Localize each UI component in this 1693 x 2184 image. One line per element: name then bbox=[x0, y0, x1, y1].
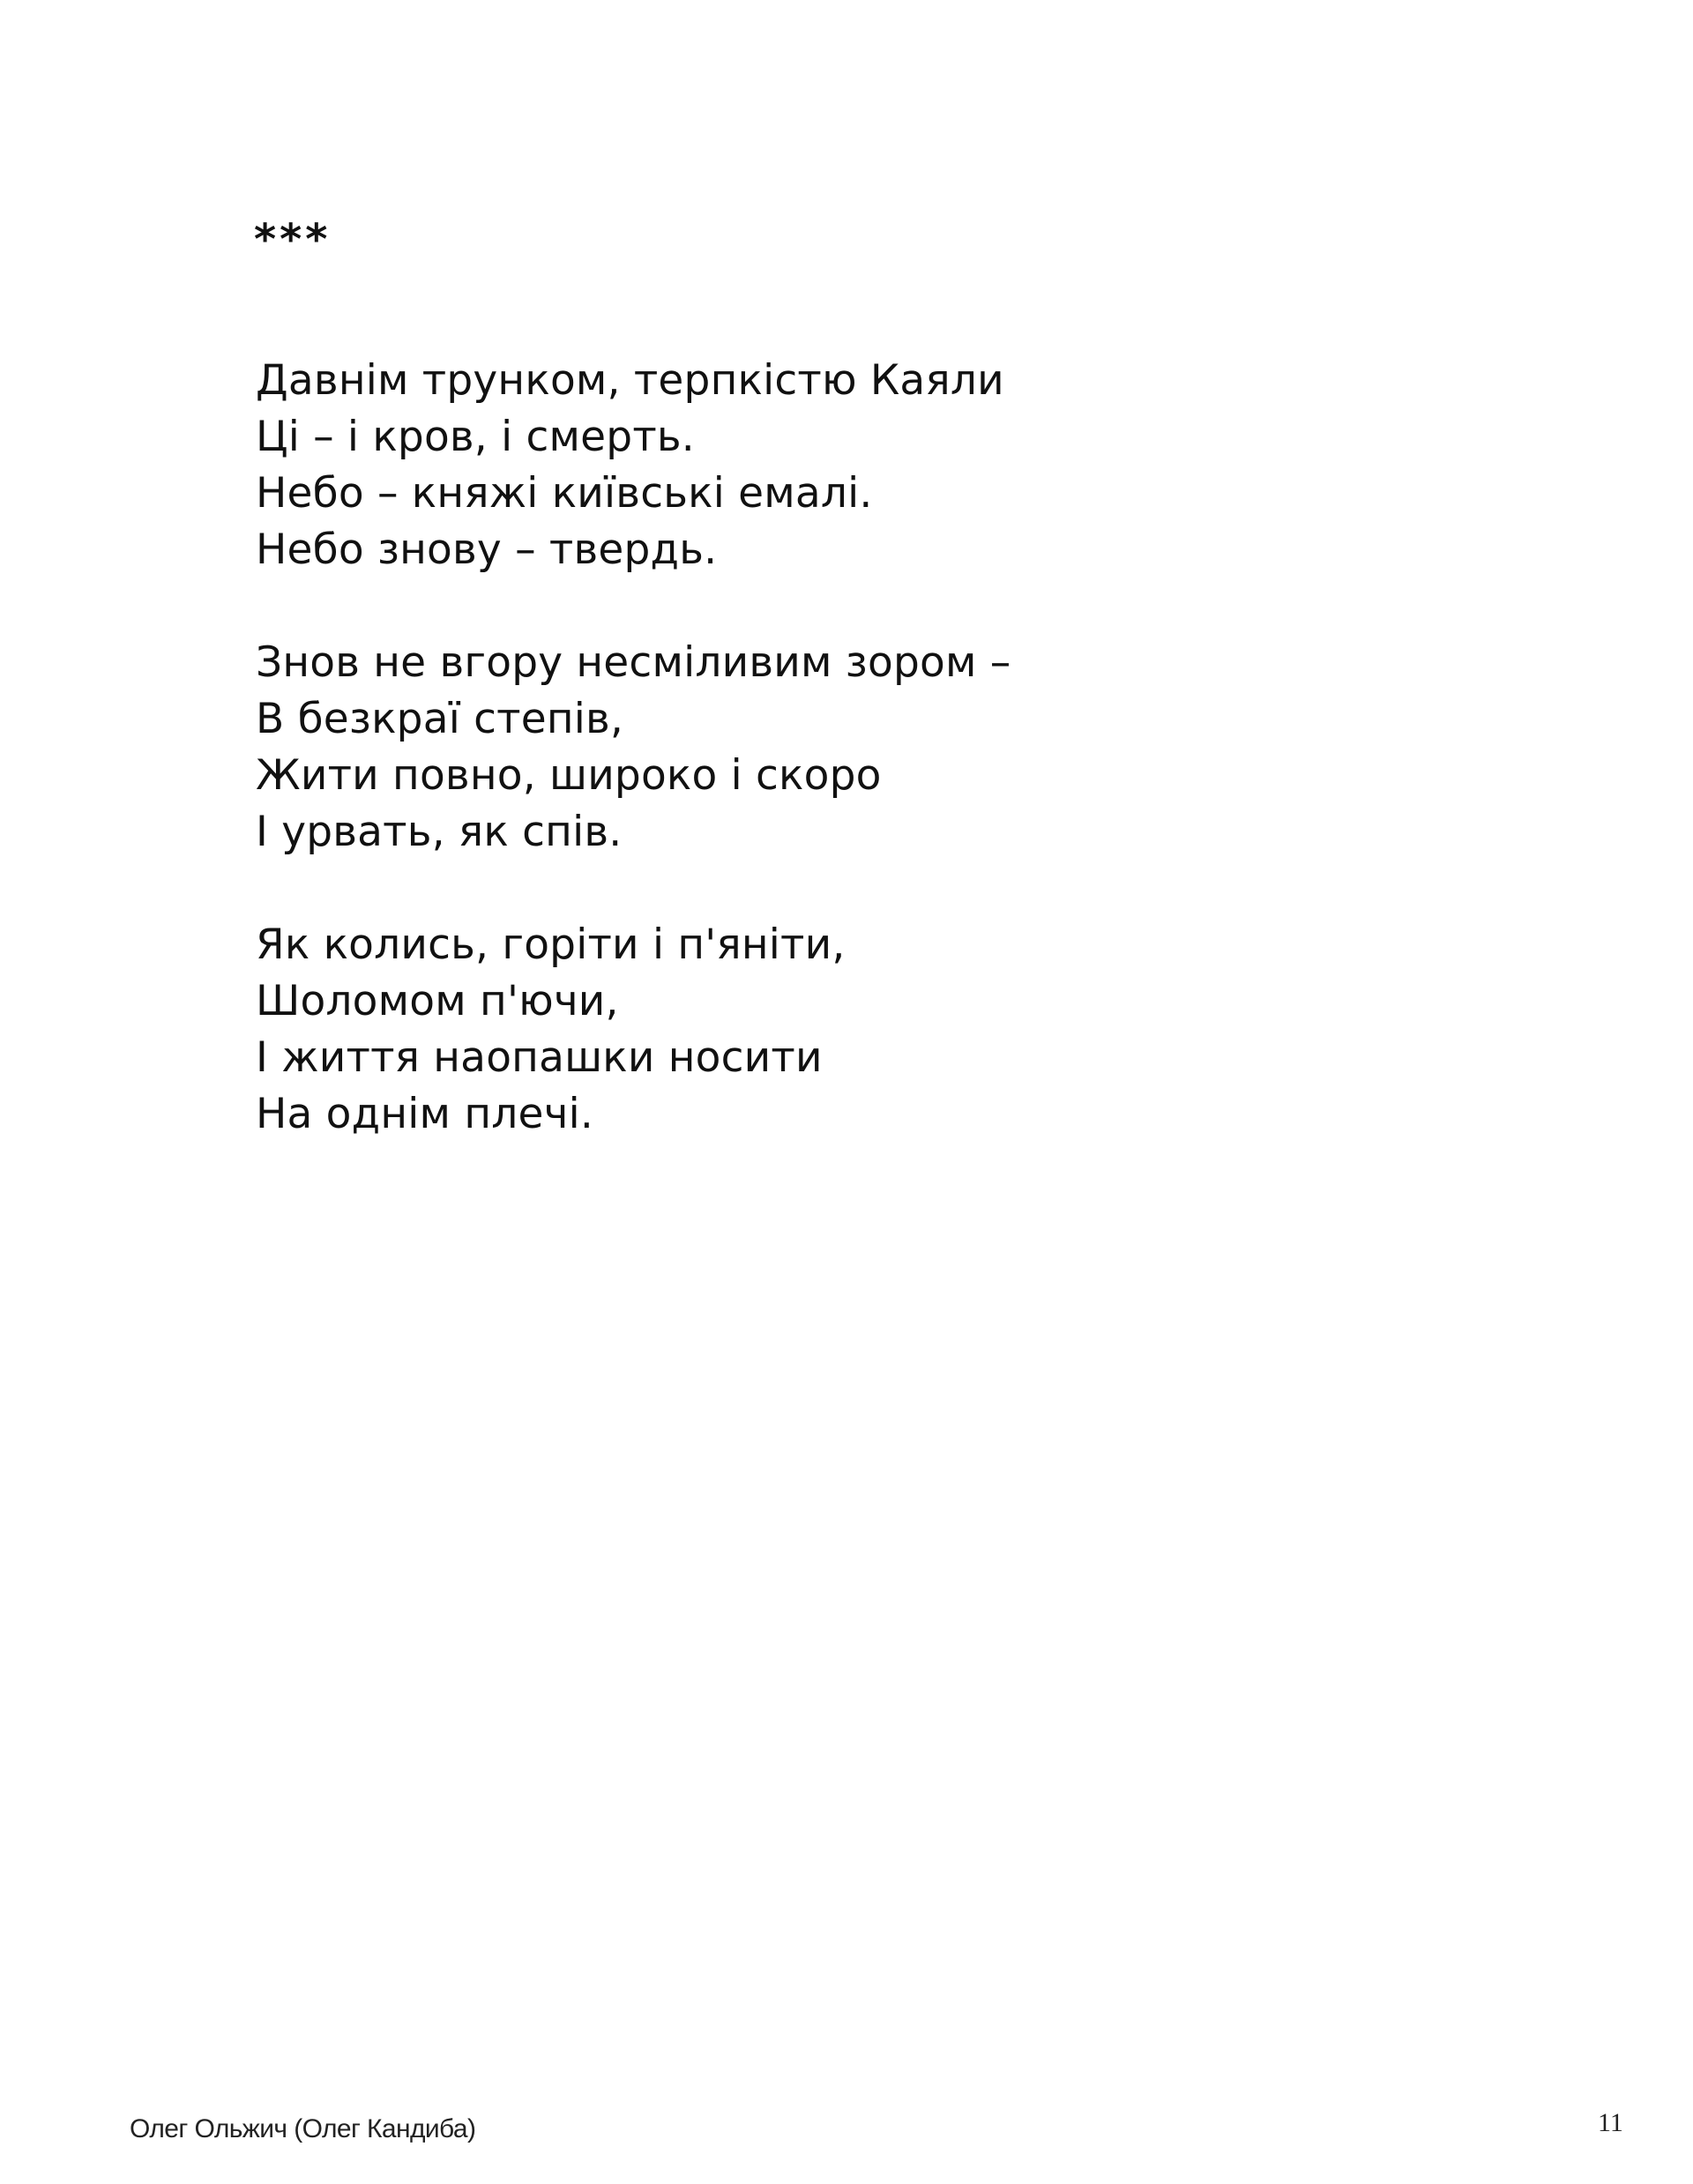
stanza-1 bbox=[256, 353, 1011, 578]
poem-line: Небо знову – твердь. bbox=[256, 526, 718, 574]
footer-author: Олег Ольжич (Олег Кандиба) bbox=[130, 2114, 476, 2143]
stanza-3 bbox=[256, 917, 1011, 1143]
poem-heading-asterisks: *** bbox=[254, 215, 332, 265]
poem-line: В безкраї степів, bbox=[256, 695, 624, 743]
poem-line: Ці – і кров, і смерть. bbox=[256, 413, 695, 461]
poem-line: Шоломом п'ючи, bbox=[256, 977, 619, 1025]
poem-line: І урвать, як спів. bbox=[256, 808, 623, 856]
poem-line: Знов не вгору несміливим зором – bbox=[256, 638, 1011, 687]
poem-body bbox=[256, 353, 1011, 1199]
poem-line: Жити повно, широко і скоро bbox=[256, 751, 882, 800]
poem-line: Як колись, горіти і п'яніти, bbox=[256, 921, 846, 969]
stanza-2 bbox=[256, 635, 1011, 861]
poem-line: І життя наопашки носити bbox=[256, 1033, 823, 1082]
poem-line: Небо – княжі київські емалі. bbox=[256, 469, 873, 518]
page-number: 11 bbox=[1598, 2108, 1623, 2137]
poem-line: На однім плечі. bbox=[256, 1090, 593, 1138]
poem-line: Давнім трунком, терпкістю Каяли bbox=[256, 356, 1004, 405]
